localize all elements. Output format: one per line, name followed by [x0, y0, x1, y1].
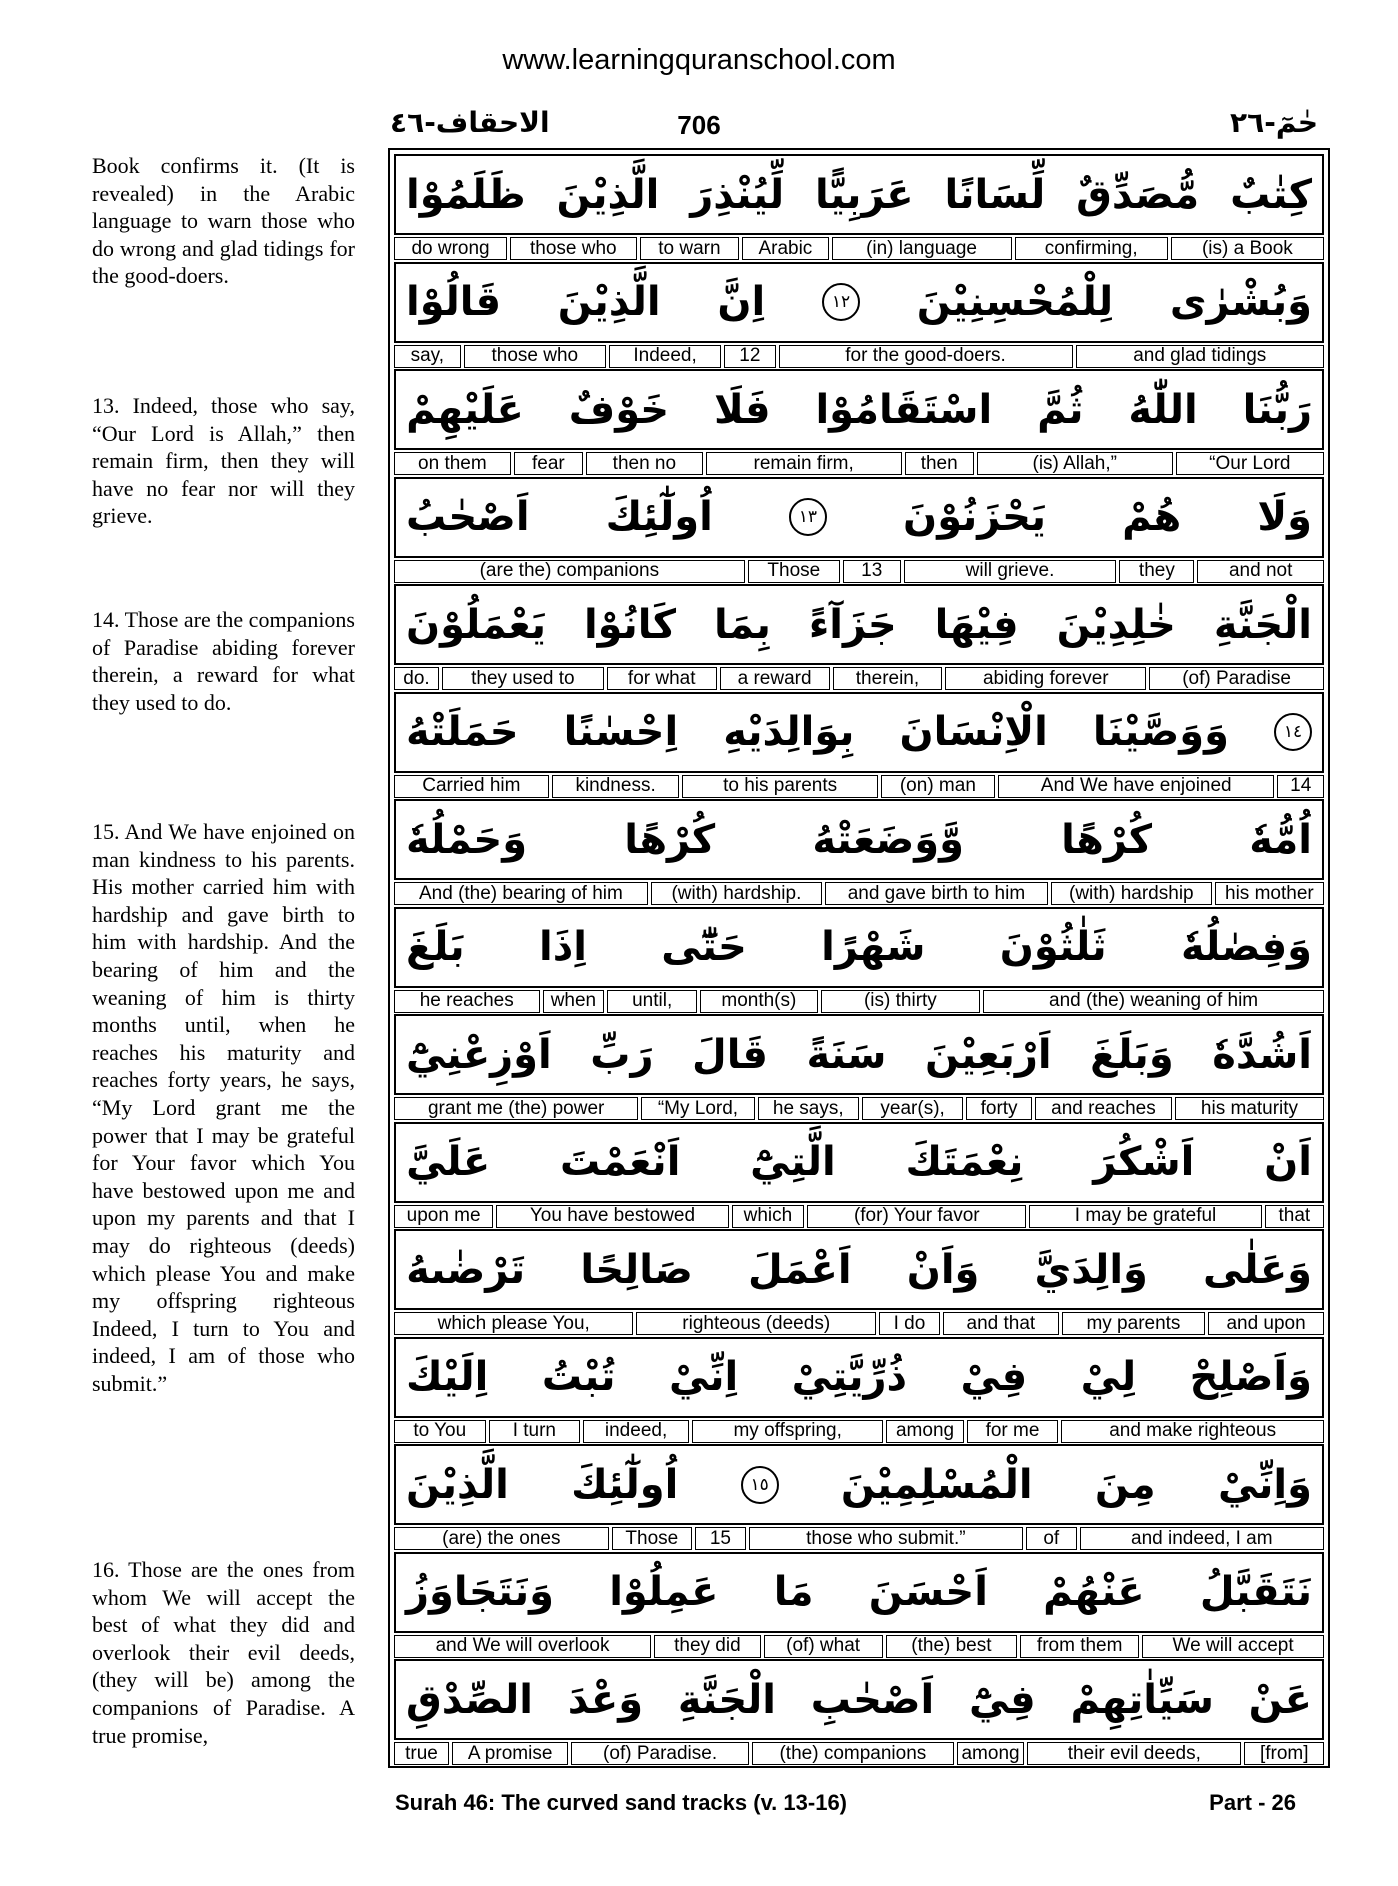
arabic-word: ذُرِّيَّتِيْ — [791, 1354, 908, 1400]
english-gloss: that — [1265, 1205, 1324, 1228]
arabic-word: قَالَ — [692, 1031, 768, 1078]
english-gloss: then — [905, 452, 974, 475]
arabic-word: عَمِلُوْا — [609, 1569, 719, 1615]
arabic-word: اَنْعَمْتَ — [559, 1139, 681, 1185]
english-gloss: (is) thirty — [821, 990, 980, 1013]
juz-name-arabic: حٰمٓ-٢٦ — [1230, 106, 1318, 139]
arabic-verse-line — [394, 584, 1324, 665]
english-gloss: of — [1026, 1527, 1077, 1550]
english-gloss-line — [394, 560, 1324, 583]
arabic-word: وَالِدَيَّ — [1034, 1246, 1148, 1293]
english-gloss: [from] — [1244, 1742, 1324, 1765]
english-gloss: Arabic — [742, 237, 828, 260]
word-by-word-panel — [388, 148, 1330, 1768]
english-gloss: my offspring, — [692, 1420, 883, 1443]
arabic-word: قَالُوْا — [406, 279, 502, 325]
arabic-verse-line — [394, 1014, 1324, 1095]
english-gloss: month(s) — [700, 990, 818, 1013]
arabic-verse-line — [394, 1552, 1324, 1633]
arabic-word: الْاِنْسَانَ — [899, 709, 1048, 755]
english-gloss: do wrong — [394, 237, 507, 260]
verse-number-marker: ١٤ — [1274, 713, 1312, 751]
english-gloss: which — [732, 1205, 805, 1228]
arabic-word: اَنْ — [1264, 1139, 1312, 1185]
arabic-word: اَحْسَنَ — [868, 1569, 988, 1615]
english-gloss: among — [957, 1742, 1024, 1765]
arabic-word: تُبْتُ — [541, 1354, 616, 1400]
english-gloss: he says, — [758, 1097, 859, 1120]
english-gloss: I do — [879, 1312, 940, 1335]
english-gloss: and upon — [1208, 1312, 1324, 1335]
arabic-word: الْمُسْلِمِيْنَ — [840, 1461, 1033, 1508]
english-gloss: A promise — [452, 1742, 568, 1765]
english-gloss: those who submit.” — [749, 1527, 1023, 1550]
arabic-word: اُولٰٓئِكَ — [571, 1461, 679, 1508]
arabic-word: اَشُدَّهٗ — [1212, 1031, 1312, 1078]
english-gloss: Indeed, — [609, 345, 721, 368]
arabic-word: فِيْٓ — [969, 1676, 1036, 1723]
english-gloss: upon me — [394, 1205, 493, 1228]
arabic-word: عَلَيَّ — [406, 1139, 491, 1185]
arabic-verse-line — [394, 1444, 1324, 1525]
arabic-verse-line — [394, 799, 1324, 880]
english-gloss: (for) Your favor — [807, 1205, 1026, 1228]
english-gloss: (are) the ones — [394, 1527, 609, 1550]
english-gloss: and We will overlook — [394, 1635, 651, 1658]
english-gloss-line — [394, 345, 1324, 368]
english-gloss: his mother — [1215, 882, 1324, 905]
arabic-word: نَتَقَبَّلُ — [1199, 1569, 1312, 1615]
arabic-word: اَوْزِعْنِيْٓ — [406, 1031, 552, 1078]
arabic-word: اَصْحٰبِ — [810, 1676, 935, 1723]
footer-surah-title: Surah 46: The curved sand tracks (v. 13-16) — [395, 1790, 847, 1815]
english-gloss: they — [1119, 560, 1194, 583]
english-gloss: righteous (deeds) — [636, 1312, 875, 1335]
english-gloss: then no — [586, 452, 703, 475]
english-gloss: (on) man — [881, 775, 995, 798]
arabic-word: الَّذِيْنَ — [406, 1461, 509, 1508]
arabic-word: لِّسَانًا — [944, 171, 1046, 218]
arabic-word: وَحَمْلُهٗ — [406, 816, 528, 863]
arabic-word: وَبُشْرٰى — [1169, 279, 1312, 325]
english-gloss-line — [394, 237, 1324, 260]
english-gloss: (of) what — [764, 1635, 883, 1658]
english-gloss: their evil deeds, — [1027, 1742, 1241, 1765]
arabic-verse-line — [394, 154, 1324, 235]
english-gloss-line — [394, 1097, 1324, 1120]
english-gloss-line — [394, 1742, 1324, 1765]
arabic-word: شَهْرًا — [821, 924, 926, 970]
arabic-verse-line — [394, 1337, 1324, 1418]
arabic-word: اَرْبَعِيْنَ — [924, 1031, 1052, 1078]
arabic-word: كَانُوْا — [583, 601, 677, 648]
footer-part: Part - 26 — [1209, 1790, 1296, 1815]
arabic-word: كُرْهًا — [624, 816, 716, 863]
arabic-word: بِمَا — [714, 601, 771, 648]
arabic-word: اِنِّيْ — [668, 1354, 739, 1400]
english-gloss: (in) language — [832, 237, 1012, 260]
arabic-word: اَعْمَلَ — [748, 1246, 852, 1293]
english-gloss: they did — [654, 1635, 760, 1658]
arabic-word: يَعْمَلُوْنَ — [406, 601, 546, 648]
english-gloss: Carried him — [394, 775, 549, 798]
arabic-word: كِتٰبٌ — [1230, 171, 1312, 218]
arabic-word: عَلَيْهِمْ — [406, 386, 524, 433]
english-gloss: which please You, — [394, 1312, 633, 1335]
translation-paragraph: 15. And We have enjoined on man kindness to his parents. His mother carried him with hardship and gave birth to him with hardship. And the bearing of him and the weaning of him is thirty months until, when he reaches his maturity and reaches forty years, he says, “My Lord grant me the power that I may be grateful for Your favor which You have bestowed upon me and upon my parents and that I may do righteous (deeds) which please You and make my offspring righteous Indeed, I turn to You and indeed, I am of those who submit.” — [92, 819, 355, 1396]
arabic-word: مُّصَدِّقٌ — [1076, 171, 1200, 218]
arabic-word: وَبَلَغَ — [1090, 1031, 1174, 1078]
english-gloss: kindness. — [552, 775, 680, 798]
arabic-word: وَاَنْ — [906, 1246, 980, 1293]
verse-number-marker: ١٣ — [789, 498, 827, 536]
english-gloss: You have bestowed — [496, 1205, 728, 1228]
arabic-word: سَنَةً — [806, 1031, 887, 1078]
arabic-word: نِعْمَتَكَ — [905, 1139, 1024, 1185]
english-gloss: when — [543, 990, 605, 1013]
arabic-word: اِحْسٰنًا — [563, 709, 679, 755]
english-gloss: will grieve. — [904, 560, 1117, 583]
english-gloss: (the) companions — [752, 1742, 954, 1765]
arabic-word: الَّذِيْنَ — [557, 279, 661, 325]
arabic-word: فِيْهَا — [934, 601, 1019, 648]
english-gloss-line — [394, 882, 1324, 905]
arabic-word: وَّوَضَعَتْهُ — [812, 816, 964, 863]
arabic-word: فِيْ — [960, 1354, 1028, 1400]
arabic-word: تَرْضٰىهُ — [406, 1246, 526, 1293]
arabic-word: فَلَا — [714, 386, 771, 433]
arabic-verse-line — [394, 1659, 1324, 1740]
english-gloss: “My Lord, — [641, 1097, 754, 1120]
arabic-word: بَلَغَ — [406, 924, 465, 970]
english-gloss: and gave birth to him — [825, 882, 1048, 905]
arabic-word: عَنْ — [1248, 1676, 1312, 1723]
arabic-word: سَيِّاٰتِهِمْ — [1070, 1676, 1214, 1723]
arabic-word: عَنْهُمْ — [1043, 1569, 1145, 1615]
arabic-verse-line — [394, 692, 1324, 773]
english-gloss: I turn — [489, 1420, 581, 1443]
arabic-word: الصِّدْقِ — [406, 1676, 534, 1723]
arabic-word: مَا — [773, 1569, 814, 1615]
arabic-word: بِوَالِدَيْهِ — [723, 709, 855, 755]
english-gloss: indeed, — [583, 1420, 689, 1443]
page-number: 706 — [677, 110, 721, 140]
english-gloss: 14 — [1277, 775, 1324, 798]
english-gloss: Those — [612, 1527, 692, 1550]
arabic-word: اللّٰهُ — [1128, 386, 1198, 433]
english-gloss: (are the) companions — [394, 560, 745, 583]
arabic-word: اسْتَقَامُوْا — [815, 386, 993, 433]
english-gloss: his maturity — [1175, 1097, 1324, 1120]
arabic-word: خَوْفٌ — [568, 386, 670, 433]
english-gloss: (is) Allah,” — [977, 452, 1173, 475]
arabic-word: عَرَبِيًّا — [814, 171, 914, 218]
english-gloss: to his parents — [682, 775, 877, 798]
english-gloss: Those — [748, 560, 840, 583]
arabic-word: وَفِصٰلُهٗ — [1180, 924, 1312, 970]
english-gloss: confirming, — [1015, 237, 1168, 260]
english-gloss: true — [394, 1742, 449, 1765]
arabic-word: ثُمَّ — [1037, 386, 1084, 433]
arabic-word: هُمْ — [1122, 494, 1182, 540]
arabic-word: اُمُّهٗ — [1249, 816, 1312, 863]
english-gloss: And (the) bearing of him — [394, 882, 648, 905]
english-gloss-line — [394, 1420, 1324, 1443]
arabic-word: خٰلِدِيْنَ — [1056, 601, 1176, 648]
arabic-word: كُرْهًا — [1061, 816, 1153, 863]
english-gloss: they used to — [442, 667, 604, 690]
english-gloss-line — [394, 775, 1324, 798]
english-gloss: year(s), — [862, 1097, 963, 1120]
english-gloss: And We have enjoined — [998, 775, 1274, 798]
english-gloss: and make righteous — [1061, 1420, 1324, 1443]
english-gloss: (with) hardship. — [651, 882, 822, 905]
english-gloss: to warn — [640, 237, 740, 260]
english-gloss: say, — [394, 345, 461, 368]
english-gloss: a reward — [720, 667, 830, 690]
english-gloss: (of) Paradise — [1149, 667, 1324, 690]
arabic-word: اِلَيْكَ — [406, 1354, 489, 1400]
verse-number-marker: ١٢ — [822, 283, 860, 321]
english-gloss: abiding forever — [945, 667, 1146, 690]
english-gloss-line — [394, 667, 1324, 690]
arabic-word: وَاِنِّيْ — [1217, 1461, 1312, 1508]
english-gloss-line — [394, 1312, 1324, 1335]
translation-paragraph: 13. Indeed, those who say, “Our Lord is Allah,” then remain firm, then they will have no fear nor will they grieve. — [92, 393, 355, 529]
english-gloss: forty — [966, 1097, 1032, 1120]
arabic-verse-line — [394, 477, 1324, 558]
english-gloss-line — [394, 1635, 1324, 1658]
arabic-verse-line — [394, 1122, 1324, 1203]
english-gloss: grant me (the) power — [394, 1097, 638, 1120]
english-gloss: for the good-doers. — [779, 345, 1073, 368]
arabic-word: الَّتِيْٓ — [750, 1139, 836, 1185]
english-gloss: until, — [607, 990, 697, 1013]
english-gloss: on them — [394, 452, 511, 475]
english-gloss: (of) Paradise. — [571, 1742, 749, 1765]
english-gloss: to You — [394, 1420, 486, 1443]
arabic-word: لِلْمُحْسِنِيْنَ — [916, 279, 1114, 325]
arabic-word: وَعْدَ — [567, 1676, 644, 1723]
arabic-word: ظَلَمُوْا — [406, 171, 526, 218]
arabic-word: مِنَ — [1094, 1461, 1156, 1508]
arabic-word: وَاَصْلِحْ — [1189, 1354, 1312, 1400]
english-gloss-line — [394, 990, 1324, 1013]
english-gloss: and (the) weaning of him — [983, 990, 1324, 1013]
english-gloss: fear — [514, 452, 583, 475]
english-gloss: 13 — [843, 560, 901, 583]
english-gloss: remain firm, — [706, 452, 902, 475]
english-gloss: 15 — [695, 1527, 746, 1550]
arabic-word: رَبُّنَا — [1242, 386, 1312, 433]
english-gloss: among — [886, 1420, 963, 1443]
english-gloss-line — [394, 1205, 1324, 1228]
arabic-word: لِّيُنْذِرَ — [690, 171, 785, 218]
english-gloss: those who — [510, 237, 636, 260]
english-gloss: (is) a Book — [1171, 237, 1324, 260]
english-gloss: from them — [1020, 1635, 1139, 1658]
english-gloss: “Our Lord — [1176, 452, 1324, 475]
english-gloss: those who — [464, 345, 606, 368]
arabic-word: يَحْزَنُوْنَ — [903, 494, 1047, 540]
english-gloss: and indeed, I am — [1080, 1527, 1324, 1550]
arabic-verse-line — [394, 369, 1324, 450]
english-gloss: therein, — [833, 667, 943, 690]
arabic-word: اِذَا — [538, 924, 587, 970]
arabic-word: اَصْحٰبُ — [406, 494, 530, 540]
english-gloss: I may be grateful — [1029, 1205, 1261, 1228]
arabic-word: صَالِحًا — [580, 1246, 693, 1293]
arabic-word: الَّذِيْنَ — [556, 171, 660, 218]
arabic-word: ثَلٰثُوْنَ — [999, 924, 1107, 970]
arabic-verse-line — [394, 1229, 1324, 1310]
english-gloss: my parents — [1062, 1312, 1205, 1335]
english-gloss: and not — [1197, 560, 1324, 583]
arabic-word: الْجَنَّةِ — [1213, 601, 1312, 648]
arabic-word: حَتّٰٓى — [661, 924, 747, 970]
english-gloss: (with) hardship — [1051, 882, 1212, 905]
arabic-word: اُولٰٓئِكَ — [605, 494, 713, 540]
translation-paragraph: Book confirms it. (It is revealed) in the Arabic language to warn those who do wrong and glad tidings for the good-doers. — [92, 153, 355, 289]
english-gloss: 12 — [724, 345, 775, 368]
arabic-word: وَلَا — [1257, 494, 1312, 540]
english-gloss: We will accept — [1142, 1635, 1324, 1658]
english-gloss: for what — [607, 667, 717, 690]
arabic-word: لِيْ — [1080, 1354, 1137, 1400]
arabic-verse-line — [394, 262, 1324, 343]
arabic-word: اِنَّ — [717, 279, 766, 325]
arabic-word: وَنَتَجَاوَزُ — [406, 1569, 554, 1615]
arabic-word: حَمَلَتْهُ — [406, 709, 519, 755]
english-gloss: for me — [967, 1420, 1059, 1443]
arabic-word: وَوَصَّيْنَا — [1092, 709, 1229, 755]
english-gloss: he reaches — [394, 990, 540, 1013]
site-url: www.learningquranschool.com — [502, 44, 896, 76]
english-gloss-line — [394, 452, 1324, 475]
verse-number-marker: ١٥ — [741, 1466, 779, 1504]
arabic-verse-line — [394, 907, 1324, 988]
arabic-word: وَعَلٰى — [1203, 1246, 1312, 1293]
arabic-word: اَشْكُرَ — [1093, 1139, 1195, 1185]
translation-paragraph: 14. Those are the companions of Paradise abiding forever therein, a reward for what they used to do. — [92, 607, 355, 715]
surah-name-arabic: الاحقاف-٤٦ — [390, 106, 550, 139]
translation-paragraph: 16. Those are the ones from whom We will accept the best of what they did and overlook their evil deeds, (they will be) among the companions of Paradise. A true promise, — [92, 1557, 355, 1748]
english-gloss: do. — [394, 667, 439, 690]
english-gloss: and glad tidings — [1076, 345, 1324, 368]
english-gloss: (the) best — [886, 1635, 1018, 1658]
english-gloss: and reaches — [1035, 1097, 1172, 1120]
english-gloss: and that — [943, 1312, 1059, 1335]
arabic-word: الْجَنَّةِ — [677, 1676, 776, 1723]
arabic-word: رَبِّ — [590, 1031, 654, 1078]
arabic-word: جَزَآءً — [808, 601, 897, 648]
english-gloss-line — [394, 1527, 1324, 1550]
